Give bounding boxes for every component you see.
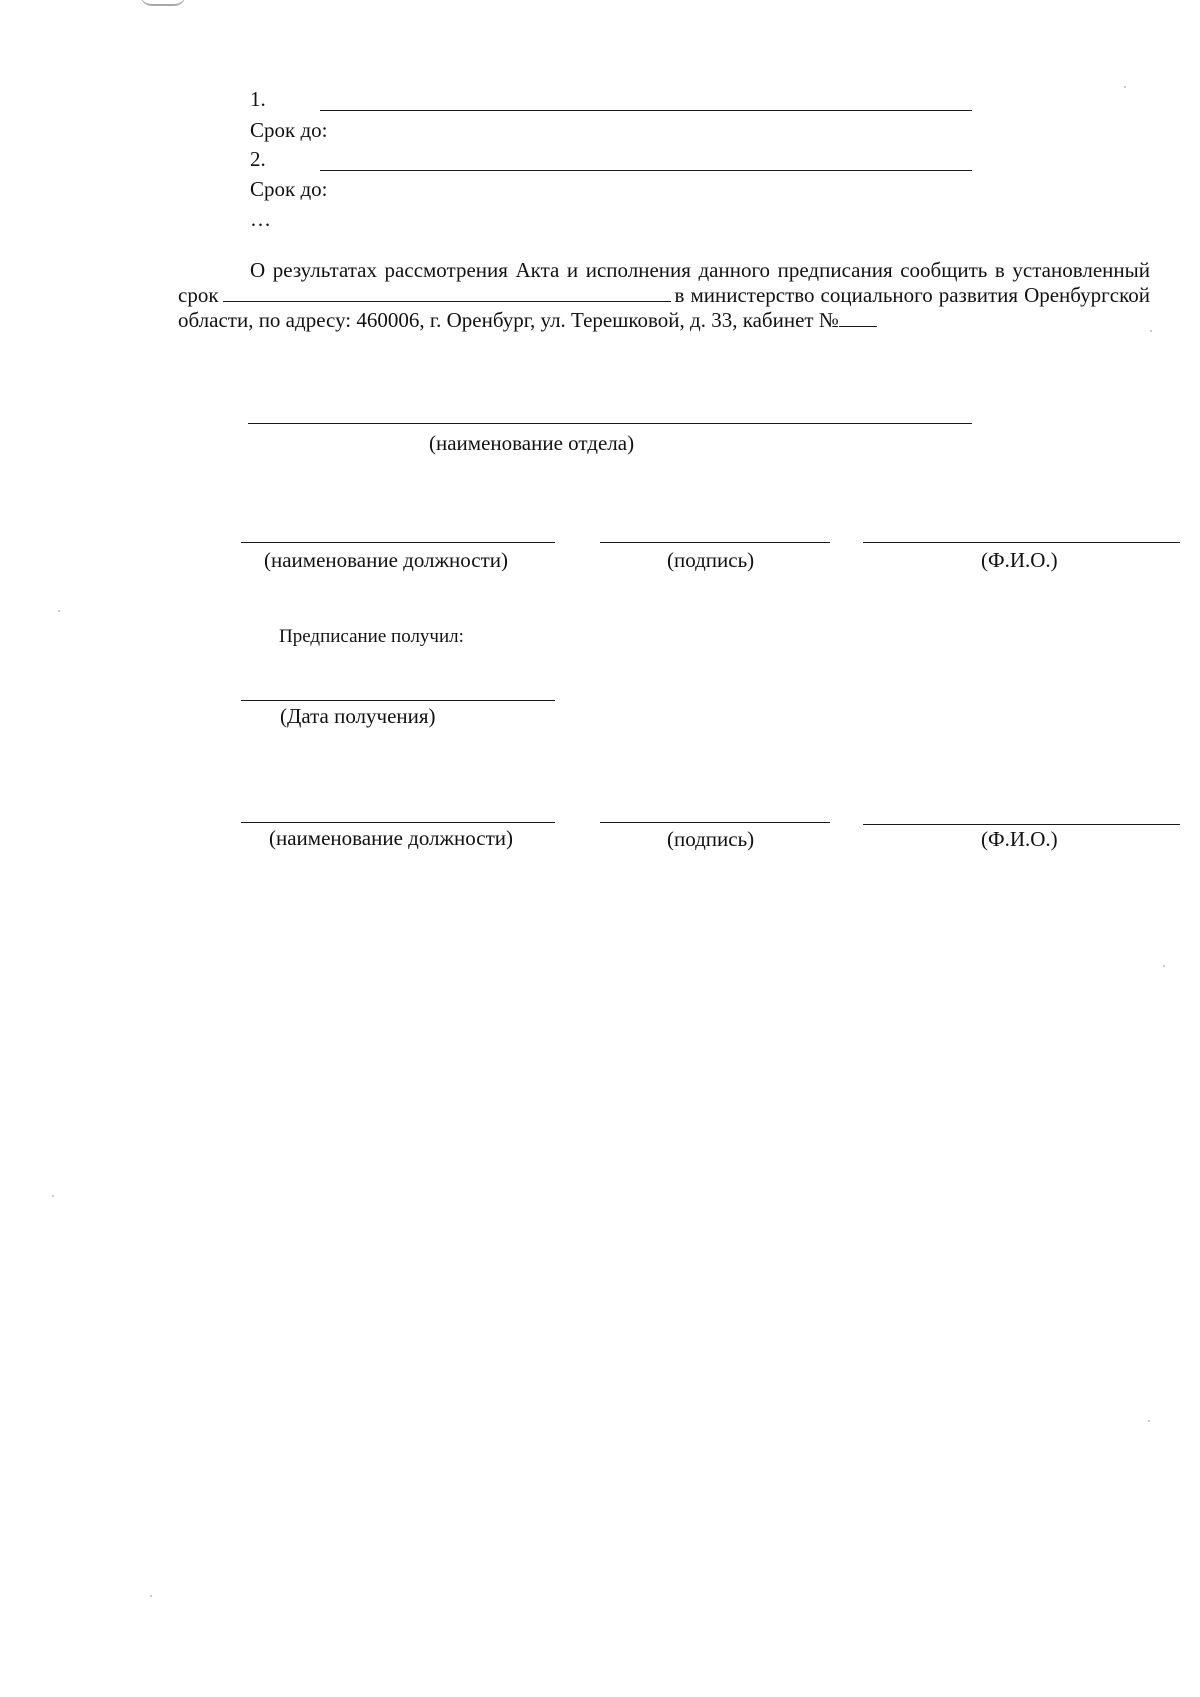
received-label: Предписание получил: — [279, 626, 464, 647]
name-caption-1: (Ф.И.О.) — [981, 548, 1058, 572]
signature-caption-1: (подпись) — [667, 548, 755, 572]
item-1-deadline-label: Срок до: — [250, 118, 328, 142]
scan-speck — [1124, 86, 1126, 88]
signature-line-1 — [600, 542, 830, 543]
signature-line-2 — [600, 822, 830, 823]
item-2-blank-line — [320, 170, 972, 171]
scan-speck — [52, 1195, 54, 1197]
deadline-blank-line — [223, 283, 671, 302]
department-line — [248, 423, 972, 424]
position-line-1 — [241, 542, 555, 543]
date-line — [241, 700, 555, 701]
item-1-number: 1. — [250, 87, 266, 111]
scan-speck — [1150, 330, 1152, 332]
paragraph-part-2: в министерство социального развития Оренбургской области, по адресу: 460006, г. Оренбург, ул. Терешковой, д. 33, кабинет № — [178, 283, 1150, 332]
scan-speck — [1163, 965, 1165, 967]
position-line-2 — [241, 822, 555, 823]
scan-speck — [1148, 1420, 1150, 1422]
report-instruction-paragraph — [178, 258, 1150, 333]
scan-artifact — [140, 0, 186, 6]
date-caption: (Дата получения) — [280, 704, 436, 728]
name-line-1 — [863, 542, 1180, 543]
position-caption-2: (наименование должности) — [269, 826, 514, 850]
ellipsis: … — [250, 207, 271, 231]
scan-speck — [150, 1595, 152, 1597]
scan-speck — [58, 610, 60, 612]
office-number-blank-line — [839, 308, 877, 327]
name-caption-2: (Ф.И.О.) — [981, 827, 1058, 851]
signature-caption-2: (подпись) — [667, 827, 755, 851]
name-line-2 — [863, 824, 1180, 825]
item-1-blank-line — [320, 110, 972, 111]
item-2-number: 2. — [250, 147, 266, 171]
position-caption-1: (наименование должности) — [264, 548, 509, 572]
paragraph-part-1: О результатах рассмотрения Акта и исполнения данного предписания сообщить в установленный срок — [178, 258, 1150, 307]
item-2-deadline-label: Срок до: — [250, 177, 328, 201]
department-caption: (наименование отдела) — [429, 431, 635, 455]
